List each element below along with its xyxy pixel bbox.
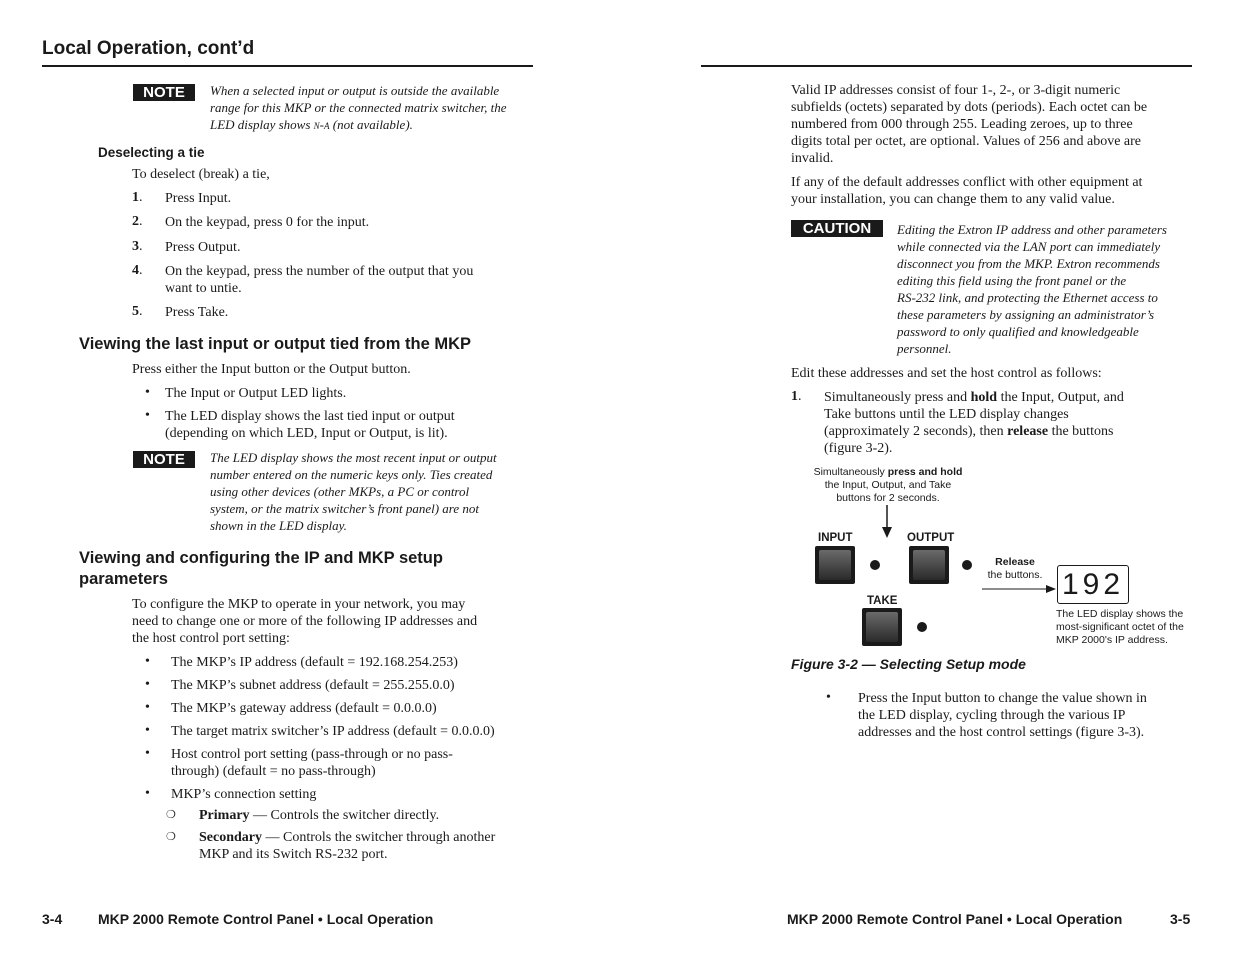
bullet: • bbox=[145, 723, 150, 738]
footer-title: MKP 2000 Remote Control Panel • Local Operation bbox=[787, 911, 1123, 927]
paragraph: Press either the Input button or the Output button. bbox=[132, 362, 411, 377]
bullet-text: The MKP’s subnet address (default = 255.255.0.0) bbox=[171, 678, 455, 693]
step-number: 2. bbox=[132, 214, 143, 229]
caution-badge: CAUTION bbox=[791, 220, 883, 237]
step-text: Simultaneously press and hold the Input, Output, and Take buttons until the LED display changes (approximately 2 seconds), then release the buttons (figure 3-2). bbox=[824, 390, 1124, 456]
output-button[interactable] bbox=[909, 546, 949, 584]
paragraph: To configure the MKP to operate in your network, you may need to change one or more of the following IP addresses and the host control port setting: bbox=[132, 597, 478, 646]
bullet-text: MKP’s connection setting bbox=[171, 787, 317, 802]
bullet: • bbox=[145, 677, 150, 692]
step-number: 1. bbox=[791, 389, 802, 404]
sub-bullet-text: Primary — Controls the switcher directly. bbox=[199, 808, 440, 823]
input-label: INPUT bbox=[818, 532, 853, 544]
header-rule bbox=[701, 65, 1192, 67]
section-heading: Viewing and configuring the IP and MKP setup parameters bbox=[79, 549, 443, 588]
footer-page-number: 3-5 bbox=[1170, 911, 1191, 927]
step-text: Press Input. bbox=[165, 191, 232, 206]
step-text: On the keypad, press the number of the output that you want to untie. bbox=[165, 264, 474, 296]
led-caption: The LED display shows the most-significant octet of the MKP 2000's IP address. bbox=[1056, 608, 1184, 646]
output-led bbox=[962, 560, 972, 570]
bullet-text: The MKP’s IP address (default = 192.168.254.253) bbox=[171, 655, 458, 670]
sub-bullet-text: Secondary — Controls the switcher through another MKP and its Switch RS-232 port. bbox=[199, 830, 496, 862]
take-label: TAKE bbox=[867, 595, 898, 607]
section-heading: Viewing the last input or output tied from the MKP bbox=[79, 335, 472, 353]
paragraph: If any of the default addresses conflict with other equipment at your installation, you can change them to any valid value. bbox=[791, 175, 1143, 207]
step-text: Press Take. bbox=[165, 305, 229, 320]
section-heading: Deselecting a tie bbox=[98, 145, 205, 160]
bullet: • bbox=[145, 385, 150, 400]
right-arrow-icon bbox=[982, 583, 1058, 595]
bullet: • bbox=[826, 690, 831, 705]
paragraph: Edit these addresses and set the host control as follows: bbox=[791, 366, 1102, 381]
input-button[interactable] bbox=[815, 546, 855, 584]
figure-title: Figure 3-2 — Selecting Setup mode bbox=[791, 656, 1026, 672]
take-button[interactable] bbox=[862, 608, 902, 646]
note-text: When a selected input or output is outside the available range for this MKP or the connected matrix switcher, the LED display shows n-a (not available). bbox=[210, 83, 507, 132]
bullet: • bbox=[145, 786, 150, 801]
bullet-text: The Input or Output LED lights. bbox=[165, 386, 347, 401]
bullet-text: The MKP’s gateway address (default = 0.0.0.0) bbox=[171, 701, 437, 716]
paragraph: To deselect (break) a tie, bbox=[132, 167, 270, 182]
step-text: Press Output. bbox=[165, 240, 241, 255]
bullet: • bbox=[145, 654, 150, 669]
bullet-text: Press the Input button to change the value shown in the LED display, cycling through the various IP addresses and the host control settings (figure 3-3). bbox=[858, 691, 1147, 740]
caution-text: Editing the Extron IP address and other parameters while connected via the LAN port can immediately disconnect you from the MKP. Extron recommends editing this field using the front panel or the RS-232 link, and protecting the Ethernet access to these parameters by assigning an administrator’s password to only qualified and knowledgeable personnel. bbox=[897, 222, 1167, 356]
note-text: The LED display shows the most recent input or output number entered on the numeric keys only. Ties created using other devices (other MKPs, a PC or control system, or the matrix switcher’s front panel) are not shown in the LED display. bbox=[210, 450, 497, 533]
footer-page-number: 3-4 bbox=[42, 911, 63, 927]
step-text: On the keypad, press 0 for the input. bbox=[165, 215, 370, 230]
bullet: • bbox=[145, 746, 150, 761]
sub-bullet: ❍ bbox=[166, 831, 176, 843]
step-number: 3. bbox=[132, 239, 143, 254]
footer-title: MKP 2000 Remote Control Panel • Local Operation bbox=[98, 911, 434, 927]
step-number: 4. bbox=[132, 263, 143, 278]
bullet-text: The target matrix switcher’s IP address (default = 0.0.0.0) bbox=[171, 724, 495, 739]
note-badge: NOTE bbox=[133, 451, 195, 468]
output-label: OUTPUT bbox=[907, 532, 955, 544]
bullet: • bbox=[145, 700, 150, 715]
take-led bbox=[917, 622, 927, 632]
note-badge: NOTE bbox=[133, 84, 195, 101]
bullet-text: The LED display shows the last tied input or output (depending on which LED, Input or Output, is lit). bbox=[165, 409, 455, 441]
down-arrow-icon bbox=[880, 505, 894, 539]
figure-instruction: Simultaneously press and hold the Input, Output, and Take buttons for 2 seconds. bbox=[813, 466, 963, 504]
bullet-text: Host control port setting (pass-through or no pass- through) (default = no pass-through) bbox=[171, 747, 453, 779]
input-led bbox=[870, 560, 880, 570]
step-number: 5. bbox=[132, 304, 143, 319]
led-display: 192 bbox=[1057, 565, 1129, 604]
bullet: • bbox=[145, 408, 150, 423]
paragraph: Valid IP addresses consist of four 1-, 2-, or 3-digit numeric subfields (octets) separated by dots (periods). Each octet can be numbered from 000 through 255. Leading zeroes, up to three digits total per octet, are optional. Values of 256 and above are invalid. bbox=[791, 83, 1148, 166]
page-header: Local Operation, cont’d bbox=[42, 38, 255, 59]
sub-bullet: ❍ bbox=[166, 809, 176, 821]
step-number: 1. bbox=[132, 190, 143, 205]
release-label: Release the buttons. bbox=[987, 556, 1043, 581]
header-rule bbox=[42, 65, 533, 67]
